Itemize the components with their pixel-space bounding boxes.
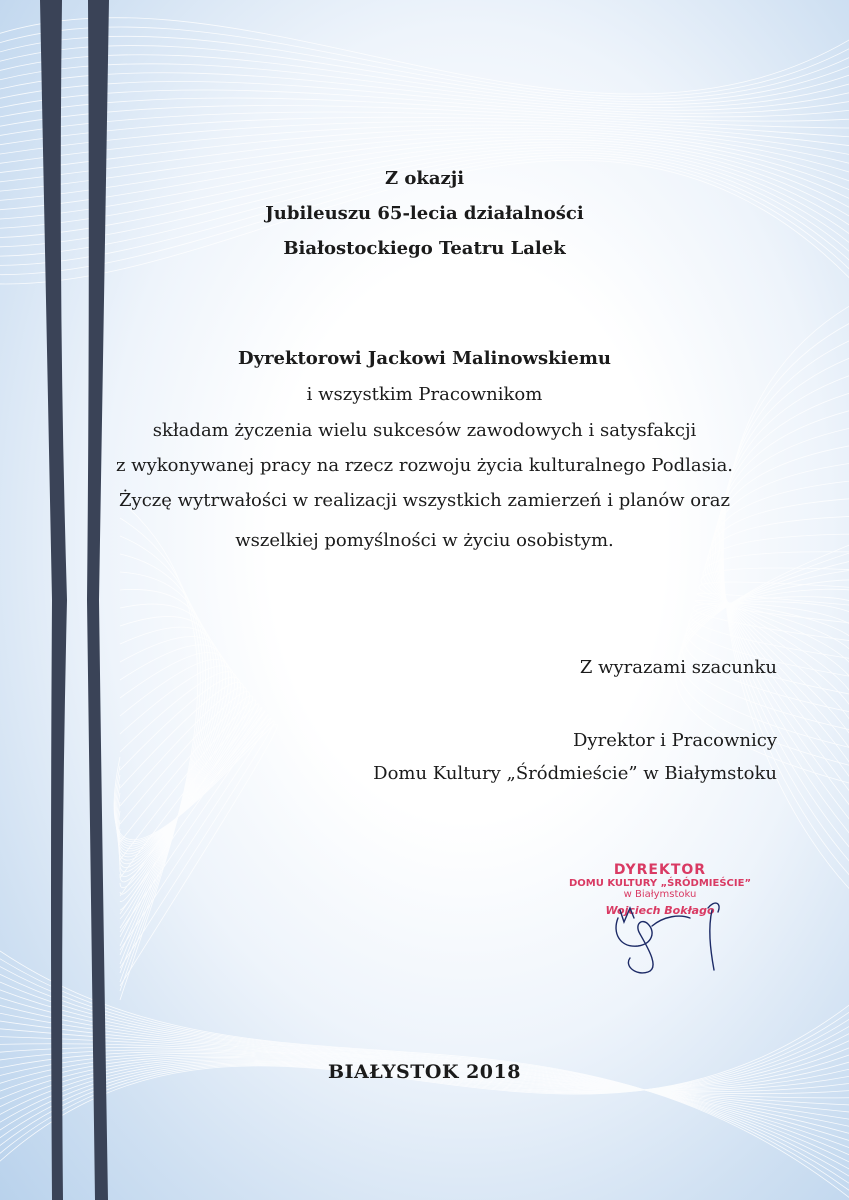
heading-line-1: Z okazji xyxy=(384,168,465,189)
stamp-line-1: DYREKTOR xyxy=(613,862,707,878)
body-line-1: i wszystkim Pracownikom xyxy=(306,384,543,405)
body-line-5: wszelkiej pomyślności w życiu osobistym. xyxy=(235,530,614,551)
heading-line-3: Białostockiego Teatru Lalek xyxy=(283,238,566,259)
body-line-2: składam życzenia wielu sukcesów zawodowych i satysfakcji xyxy=(152,420,697,441)
body-line-3: z wykonywanej pracy na rzecz rozwoju życia kulturalnego Podlasia. xyxy=(115,455,734,476)
signatory-line-2: Domu Kultury „Śródmieście” w Białymstoku xyxy=(373,763,777,784)
stamp-line-4: Wojciech Bokłago xyxy=(605,904,715,917)
recipient: Dyrektorowi Jackowi Malinowskiemu xyxy=(238,348,611,369)
heading-line-2: Jubileuszu 65-lecia działalności xyxy=(265,203,584,224)
closing: Z wyrazami szacunku xyxy=(579,657,777,678)
handwritten-signature xyxy=(590,888,750,978)
stamp-line-3: w Białymstoku xyxy=(623,889,697,900)
signatory-line-1: Dyrektor i Pracownicy xyxy=(572,730,777,751)
stamp-line-2: DOMU KULTURY „ŚRÓDMIEŚCIE” xyxy=(568,878,752,889)
footer-place-year: BIAŁYSTOK 2018 xyxy=(328,1061,521,1083)
body-line-4: Życzę wytrwałości w realizacji wszystkich zamierzeń i planów oraz xyxy=(119,490,730,511)
